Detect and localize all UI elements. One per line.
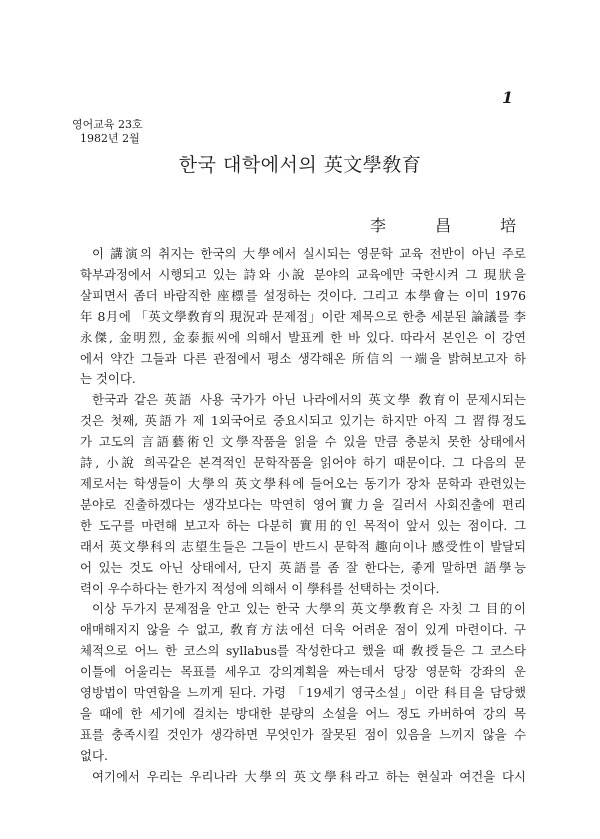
text-line: 이상 두가지 문제점을 안고 있는 한국 大學의 英文學敎育은 자칫 그 目的이: [92, 601, 526, 617]
text-line: 제로서는 학생들이 大學의 英文學科에 들어오는 동기가 장차 문학과 관련있는: [80, 475, 526, 491]
text-line: 력이 우수하다는 한가지 적성에 의해서 이 學科를 선택하는 것이다.: [80, 580, 440, 596]
article-title: 한국 대학에서의 英文學敎育: [178, 154, 422, 176]
text-line: 는 것이다.: [80, 371, 136, 387]
page-number: 1: [502, 88, 514, 107]
text-line: 없다.: [80, 747, 108, 763]
text-line: 것은 첫째, 英語가 제 1외국어로 중요시되고 있기는 하지만 아직 그 習得정도: [80, 413, 526, 429]
text-line: 체적으로 어느 한 코스의 syllabus를 작성한다고 했을 때 敎授들은 그 코스타: [80, 643, 526, 659]
journal-date: 1982년 2월: [80, 132, 140, 145]
journal-name: 영어교육 23호: [72, 118, 143, 131]
text-line: 이 講演의 취지는 한국의 大學에서 실시되는 영문학 교육 전반이 아닌 주로: [92, 246, 526, 261]
journal-info: [72, 118, 143, 146]
text-line: 표를 충족시킬 것인가 생각하면 무엇인가 잘못된 점이 있음을 느끼지 않을 수: [80, 726, 526, 742]
text-line: 年 8月에 「英文學敎育의 現況과 문제점」이란 제목으로 한층 세분된 論議를 李: [80, 308, 526, 324]
text-line: 애매해지지 않을 수 없고, 敎育方法에선 더욱 어려운 점이 있게 마련이다. 구: [80, 622, 526, 638]
article-author: 李 昌 培: [370, 216, 539, 235]
text-line: 詩, 小說 희곡같은 본격적인 문학작품을 읽어야 하기 때문이다. 그 다음의 문: [80, 455, 526, 471]
article-body: [80, 244, 526, 788]
text-line: 한국과 같은 英語 사용 국가가 아닌 나라에서의 英文學 敎育이 문제시되는: [92, 392, 526, 408]
paragraph: [80, 599, 526, 766]
text-line: 을 때에 한 세기에 걸치는 방대한 분량의 소설을 어느 정도 카버하여 강의 목: [80, 705, 526, 721]
paragraph: [80, 244, 526, 390]
paragraph: [80, 390, 526, 599]
text-line: 래서 英文學科의 志望生들은 그들이 반드시 문학적 趣向이나 感受性이 발달되: [80, 538, 526, 554]
text-line: 영방법이 막연함을 느끼게 된다. 가령 「19세기 영국소설」이란 科目을 담당했: [80, 685, 526, 701]
text-line: 가 고도의 言語藝術인 文學작품을 읽을 수 있을 만큼 충분치 못한 상태에서: [80, 434, 526, 450]
text-line: 학부과정에서 시행되고 있는 詩와 小說 분야의 교육에만 국한시켜 그 現狀을: [80, 266, 526, 282]
text-line: 어 있는 것도 아닌 상태에서, 단지 英語를 좀 잘 한다는, 좋게 말하면 語學능: [80, 559, 526, 575]
text-line: 분야로 진출하겠다는 생각보다는 막연히 영어實力을 길러서 사회진출에 편리: [80, 496, 526, 512]
paragraph: [80, 767, 526, 788]
text-line: 永傑, 金明烈, 金泰振씨에 의해서 발표케 한 바 있다. 따라서 본인은 이 강연: [80, 329, 526, 345]
text-line: 여기에서 우리는 우리나라 大學의 英文學科라고 하는 현실과 여건을 다시: [92, 768, 526, 784]
text-line: 에서 약간 그들과 다른 관점에서 평소 생각해온 所信의 一端을 밝혀보고자 하: [80, 350, 526, 366]
text-line: 한 도구를 마련해 보고자 하는 다분히 實用的인 목적이 앞서 있는 점이다. 그: [80, 517, 526, 533]
text-line: 이틀에 어울리는 목표를 세우고 강의계획을 짜는데서 당장 영문학 강좌의 운: [80, 664, 526, 680]
text-line: 살피면서 좀더 바람직한 座標를 설정하는 것이다. 그리고 本學會는 이미 1976: [80, 287, 526, 303]
